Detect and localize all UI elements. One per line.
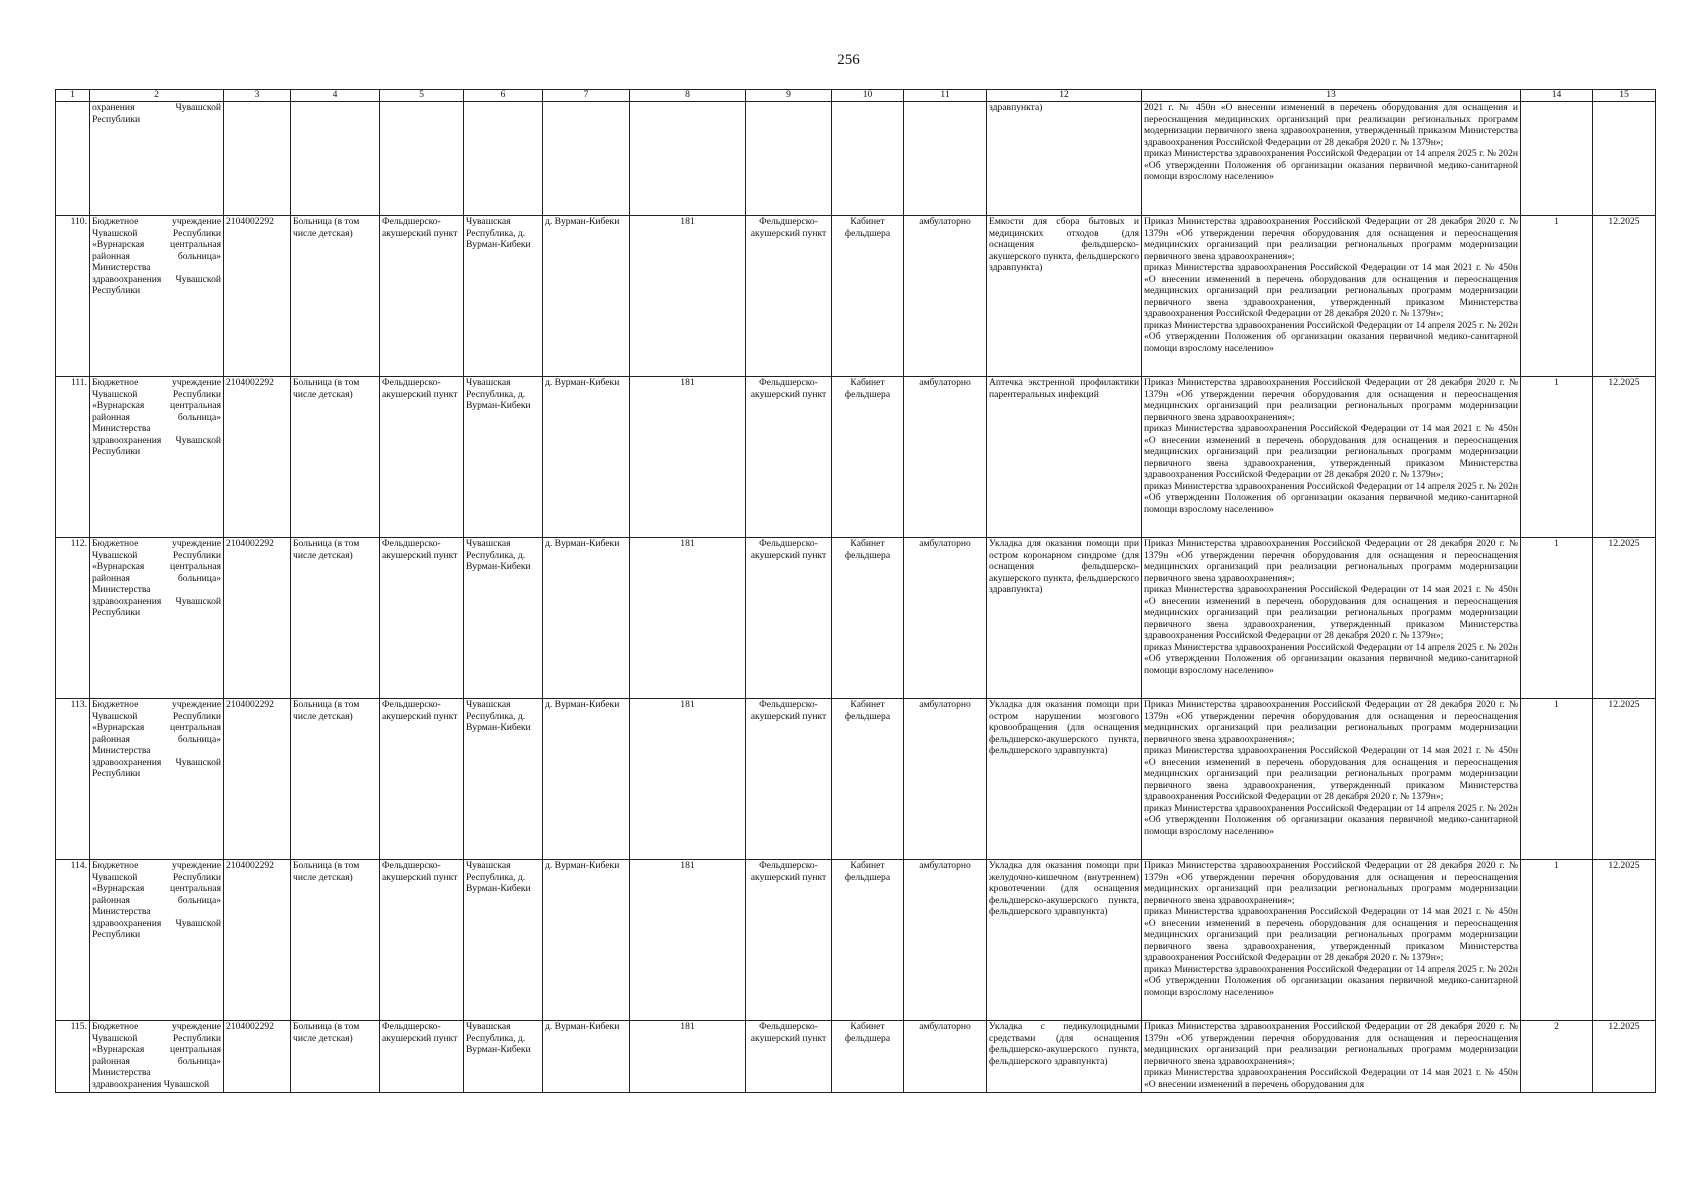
address-cell: Чувашская Республика, д. Вурман-Кибеки [464,860,543,1021]
unit-cell: Фельдшерско-акушерский пункт [380,216,464,377]
equipment-cell: Емкости для сбора бытовых и медицинских отходов (для оснащения фельдшерско-акушерского пункта, фельдшерского здравпункта) [987,216,1142,377]
room-cell: Кабинет фельдшера [832,377,904,538]
room-cell: Кабинет фельдшера [832,216,904,377]
inn-cell: 2104002292 [224,216,291,377]
basis-cell: Приказ Министерства здравоохранения Российской Федерации от 28 декабря 2020 г. № 1379н «Об утверждении перечня оборудования для оснащения и переоснащения медицинских организаций при реализации региональных программ модернизации первичного звена здравоохранения»; приказ Министерства здравоохранения Российской Федерации от 14 мая 2021 г. № 450н «О внесении изменений в перечень оборудования для оснащения и переоснащения медицинских организаций при реализации региональных программ модернизации первичного звена здравоохранения, утвержденный приказом Министерства здравоохранения Российской Федерации от 28 декабря 2020 г. № 1379н»; приказ Министерства здравоохранения Российской Федерации от 14 апреля 2025 г. № 202н «Об утверждении Положения об организации оказания первичной медико-санитарной помощи взрослому населению» [1142,860,1521,1021]
subunit-cell: Фельдшерско-акушерский пункт [746,216,832,377]
equipment-cell: Укладка для оказания помощи при остром нарушении мозгового кровообращения (для оснащения фельдшерско-акушерского пункта, фельдшерского здравпункта) [987,699,1142,860]
basis-cell: Приказ Министерства здравоохранения Российской Федерации от 28 декабря 2020 г. № 1379н «Об утверждении перечня оборудования для оснащения и переоснащения медицинских организаций при реализации региональных программ модернизации первичного звена здравоохранения»; приказ Министерства здравоохранения Российской Федерации от 14 мая 2021 г. № 450н «О внесении изменений в перечень оборудования для оснащения и переоснащения медицинских организаций при реализации региональных программ модернизации первичного звена здравоохранения, утвержденный приказом Министерства здравоохранения Российской Федерации от 28 декабря 2020 г. № 1379н»; приказ Министерства здравоохранения Российской Федерации от 14 апреля 2025 г. № 202н «Об утверждении Положения об организации оказания первичной медико-санитарной помощи взрослому населению» [1142,216,1521,377]
inn-cell: 2104002292 [224,699,291,860]
column-header: 12 [987,90,1142,102]
code-cell: 181 [630,377,746,538]
locality-cell: д. Вурман-Кибеки [543,216,630,377]
quantity-cell: 1 [1521,216,1593,377]
locality-cell: д. Вурман-Кибеки [543,1021,630,1093]
quantity-cell: 2 [1521,1021,1593,1093]
basis-cell: 2021 г. № 450н «О внесении изменений в перечень оборудования для оснащения и переоснащения медицинских организаций при реализации региональных программ модернизации первичного звена здравоохранения, утвержденный приказом Министерства здравоохранения Российской Федерации от 28 декабря 2020 г. № 1379н»; приказ Министерства здравоохранения Российской Федерации от 14 апреля 2025 г. № 202н «Об утверждении Положения об организации оказания первичной медико-санитарной помощи взрослому населению» [1142,102,1521,216]
type-cell: Больница (в том числе детская) [291,377,380,538]
room-cell: Кабинет фельдшера [832,699,904,860]
row-number: 112. [56,538,90,699]
unit-cell: Фельдшерско-акушерский пункт [380,377,464,538]
code-cell: 181 [630,699,746,860]
column-header: 1 [56,90,90,102]
locality-cell: д. Вурман-Кибеки [543,860,630,1021]
equipment-cell: здравпункта) [987,102,1142,216]
date-cell: 12.2025 [1593,1021,1656,1093]
room-cell: Кабинет фельдшера [832,538,904,699]
mode-cell: амбулаторно [904,699,987,860]
address-cell: Чувашская Республика, д. Вурман-Кибеки [464,1021,543,1093]
address-cell: Чувашская Республика, д. Вурман-Кибеки [464,216,543,377]
quantity-cell: 1 [1521,699,1593,860]
equipment-cell: Укладка для оказания помощи при остром коронарном синдроме (для оснащения фельдшерско-акушерского пункта, фельдшерского здравпункта) [987,538,1142,699]
basis-cell: Приказ Министерства здравоохранения Российской Федерации от 28 декабря 2020 г. № 1379н «Об утверждении перечня оборудования для оснащения и переоснащения медицинских организаций при реализации региональных программ модернизации первичного звена здравоохранения»; приказ Министерства здравоохранения Российской Федерации от 14 мая 2021 г. № 450н «О внесении изменений в перечень оборудования для оснащения и переоснащения медицинских организаций при реализации региональных программ модернизации первичного звена здравоохранения, утвержденный приказом Министерства здравоохранения Российской Федерации от 28 декабря 2020 г. № 1379н»; приказ Министерства здравоохранения Российской Федерации от 14 апреля 2025 г. № 202н «Об утверждении Положения об организации оказания первичной медико-санитарной помощи взрослому населению» [1142,699,1521,860]
org-cell: Бюджетное учреждение Чувашской Республики «Вурнарская центральная районная больница» Министерства здравоохранения Чувашской Республики [90,699,224,860]
column-header: 13 [1142,90,1521,102]
column-number-row [56,90,1656,102]
mode-cell: амбулаторно [904,216,987,377]
inn-cell: 2104002292 [224,538,291,699]
column-header: 4 [291,90,380,102]
column-header: 10 [832,90,904,102]
org-cell: Бюджетное учреждение Чувашской Республики «Вурнарская центральная районная больница» Министерства здравоохранения Чувашской [90,1021,224,1093]
table-row [56,699,1656,860]
column-header: 11 [904,90,987,102]
subunit-cell: Фельдшерско-акушерский пункт [746,860,832,1021]
subunit-cell: Фельдшерско-акушерский пункт [746,538,832,699]
date-cell: 12.2025 [1593,538,1656,699]
org-cell: Бюджетное учреждение Чувашской Республики «Вурнарская центральная районная больница» Министерства здравоохранения Чувашской Республики [90,860,224,1021]
table-row [56,860,1656,1021]
room-cell: Кабинет фельдшера [832,1021,904,1093]
room-cell: Кабинет фельдшера [832,860,904,1021]
subunit-cell: Фельдшерско-акушерский пункт [746,699,832,860]
code-cell: 181 [630,216,746,377]
unit-cell: Фельдшерско-акушерский пункт [380,1021,464,1093]
basis-cell: Приказ Министерства здравоохранения Российской Федерации от 28 декабря 2020 г. № 1379н «Об утверждении перечня оборудования для оснащения и переоснащения медицинских организаций при реализации региональных программ модернизации первичного звена здравоохранения»; приказ Министерства здравоохранения Российской Федерации от 14 мая 2021 г. № 450н «О внесении изменений в перечень оборудования для [1142,1021,1521,1093]
address-cell: Чувашская Республика, д. Вурман-Кибеки [464,538,543,699]
unit-cell: Фельдшерско-акушерский пункт [380,699,464,860]
quantity-cell: 1 [1521,377,1593,538]
type-cell: Больница (в том числе детская) [291,860,380,1021]
code-cell: 181 [630,860,746,1021]
code-cell: 181 [630,538,746,699]
column-header: 5 [380,90,464,102]
org-cell: Бюджетное учреждение Чувашской Республики «Вурнарская центральная районная больница» Министерства здравоохранения Чувашской Республики [90,377,224,538]
mode-cell: амбулаторно [904,860,987,1021]
type-cell: Больница (в том числе детская) [291,216,380,377]
unit-cell: Фельдшерско-акушерский пункт [380,538,464,699]
mode-cell: амбулаторно [904,377,987,538]
row-number: 114. [56,860,90,1021]
type-cell: Больница (в том числе детская) [291,538,380,699]
mode-cell: амбулаторно [904,538,987,699]
column-header: 14 [1521,90,1593,102]
equipment-cell: Укладка для оказания помощи при желудочно-кишечном (внутреннем) кровотечении (для оснащения фельдшерско-акушерского пункта, фельдшерского здравпункта) [987,860,1142,1021]
column-header: 9 [746,90,832,102]
basis-cell: Приказ Министерства здравоохранения Российской Федерации от 28 декабря 2020 г. № 1379н «Об утверждении перечня оборудования для оснащения и переоснащения медицинских организаций при реализации региональных программ модернизации первичного звена здравоохранения»; приказ Министерства здравоохранения Российской Федерации от 14 мая 2021 г. № 450н «О внесении изменений в перечень оборудования для оснащения и переоснащения медицинских организаций при реализации региональных программ модернизации первичного звена здравоохранения, утвержденный приказом Министерства здравоохранения Российской Федерации от 28 декабря 2020 г. № 1379н»; приказ Министерства здравоохранения Российской Федерации от 14 апреля 2025 г. № 202н «Об утверждении Положения об организации оказания первичной медико-санитарной помощи взрослому населению» [1142,377,1521,538]
basis-cell: Приказ Министерства здравоохранения Российской Федерации от 28 декабря 2020 г. № 1379н «Об утверждении перечня оборудования для оснащения и переоснащения медицинских организаций при реализации региональных программ модернизации первичного звена здравоохранения»; приказ Министерства здравоохранения Российской Федерации от 14 мая 2021 г. № 450н «О внесении изменений в перечень оборудования для оснащения и переоснащения медицинских организаций при реализации региональных программ модернизации первичного звена здравоохранения, утвержденный приказом Министерства здравоохранения Российской Федерации от 28 декабря 2020 г. № 1379н»; приказ Министерства здравоохранения Российской Федерации от 14 апреля 2025 г. № 202н «Об утверждении Положения об организации оказания первичной медико-санитарной помощи взрослому населению» [1142,538,1521,699]
date-cell: 12.2025 [1593,860,1656,1021]
type-cell: Больница (в том числе детская) [291,1021,380,1093]
column-header: 2 [90,90,224,102]
org-cell: Бюджетное учреждение Чувашской Республики «Вурнарская центральная районная больница» Министерства здравоохранения Чувашской Республики [90,216,224,377]
column-header: 6 [464,90,543,102]
table-row [56,1021,1656,1093]
code-cell: 181 [630,1021,746,1093]
column-header: 7 [543,90,630,102]
row-number: 115. [56,1021,90,1093]
mode-cell: амбулаторно [904,1021,987,1093]
table-row [56,216,1656,377]
locality-cell: д. Вурман-Кибеки [543,377,630,538]
date-cell: 12.2025 [1593,377,1656,538]
subunit-cell: Фельдшерско-акушерский пункт [746,1021,832,1093]
date-cell: 12.2025 [1593,216,1656,377]
date-cell: 12.2025 [1593,699,1656,860]
row-number: 111. [56,377,90,538]
type-cell: Больница (в том числе детская) [291,699,380,860]
equipment-cell: Аптечка экстренной профилактики парентеральных инфекций [987,377,1142,538]
unit-cell: Фельдшерско-акушерский пункт [380,860,464,1021]
row-number: 113. [56,699,90,860]
quantity-cell: 1 [1521,538,1593,699]
quantity-cell: 1 [1521,860,1593,1021]
subunit-cell: Фельдшерско-акушерский пункт [746,377,832,538]
column-header: 15 [1593,90,1656,102]
locality-cell: д. Вурман-Кибеки [543,538,630,699]
table-row [56,538,1656,699]
column-header: 8 [630,90,746,102]
address-cell: Чувашская Республика, д. Вурман-Кибеки [464,377,543,538]
inn-cell: 2104002292 [224,860,291,1021]
equipment-cell: Укладка с педикулоцидными средствами (для оснащения фельдшерско-акушерского пункта, фельдшерского здравпункта) [987,1021,1142,1093]
page-number: 256 [837,52,860,68]
inn-cell: 2104002292 [224,1021,291,1093]
table-row [56,377,1656,538]
equipment-table [55,89,1656,1093]
org-cell: охранения Чувашской Республики [90,102,224,216]
table-row-continuation [56,102,1656,216]
address-cell: Чувашская Республика, д. Вурман-Кибеки [464,699,543,860]
column-header: 3 [224,90,291,102]
row-number: 110. [56,216,90,377]
inn-cell: 2104002292 [224,377,291,538]
org-cell: Бюджетное учреждение Чувашской Республики «Вурнарская центральная районная больница» Министерства здравоохранения Чувашской Республики [90,538,224,699]
locality-cell: д. Вурман-Кибеки [543,699,630,860]
